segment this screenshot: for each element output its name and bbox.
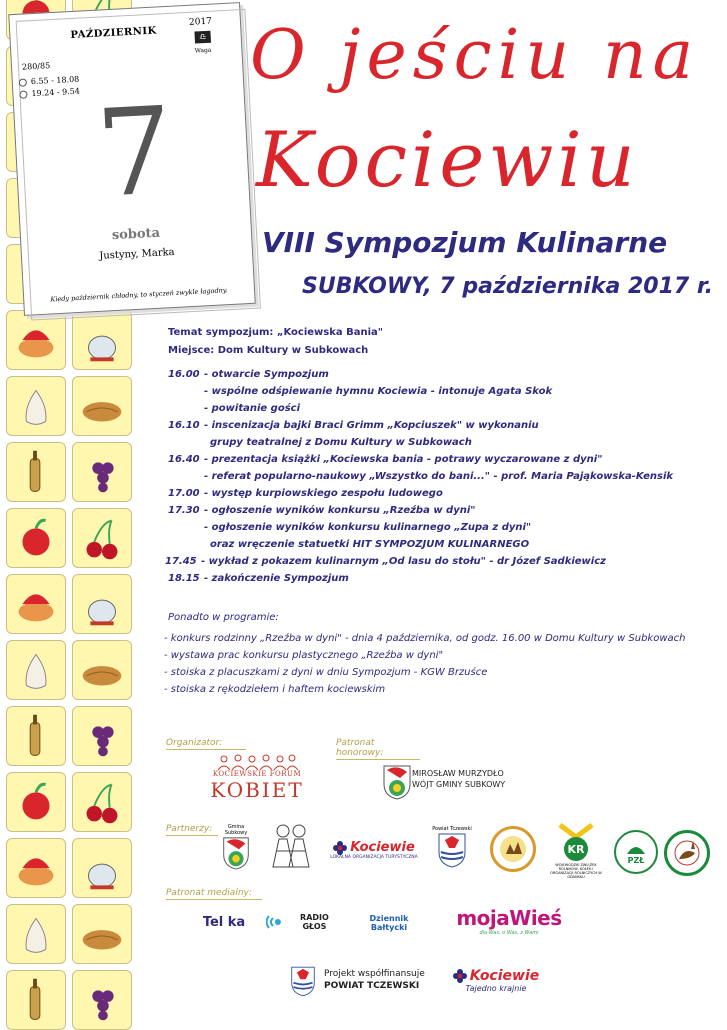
calendar-year: 2017	[188, 16, 213, 28]
women-silhouettes-icon	[212, 754, 302, 770]
tile-teapot-icon	[72, 574, 132, 634]
tile-bread-icon	[72, 376, 132, 436]
folk-figures-logo-icon	[268, 820, 314, 870]
partners-label: Partnerzy:	[166, 824, 218, 836]
event-date-place: SUBKOWY, 7 października 2017 r.	[302, 274, 713, 299]
tile-garlic-icon	[6, 904, 66, 964]
title-line-2: Kociewiu	[256, 115, 639, 204]
event-theme: Temat sympozjum: „Kociewska Bania"	[168, 327, 383, 338]
tile-bread-icon	[72, 904, 132, 964]
bread-icon	[73, 641, 131, 699]
powiat-coat-of-arms-icon	[437, 832, 467, 868]
calendar-name-days: Justyny, Marka	[99, 246, 175, 262]
calendar-day-number: 7	[93, 81, 177, 225]
kociewie-brand-logo: Kociewie Tajedno krajnie	[446, 962, 546, 998]
cherry-icon	[73, 509, 131, 567]
kobiet-forum-logo	[204, 752, 310, 804]
patron-block	[412, 768, 505, 790]
hunting-association-emblem-icon	[490, 826, 536, 872]
powiat-coat-of-arms-icon	[288, 964, 318, 998]
grapes-icon	[73, 971, 131, 1029]
apple-icon	[7, 509, 65, 567]
program-row: - referat popularno-naukowy „Wszystko do bani..." - prof. Maria Pająkowska-Kensik	[204, 471, 674, 482]
tile-apple-icon	[6, 772, 66, 832]
tile-bottle-icon	[6, 706, 66, 766]
program-row: 17.30 - ogłoszenie wyników konkursu „Rzeźba w dyni"	[168, 505, 476, 516]
calendar-sun-times: 6.55 - 18.08 19.24 - 9.54	[19, 74, 81, 101]
calendar-zodiac-label: Waga	[194, 46, 212, 55]
cherry-icon	[73, 773, 131, 831]
tile-garlic-icon	[6, 640, 66, 700]
calendar-month: PAŹDZIERNIK	[70, 25, 158, 42]
grapes-icon	[73, 443, 131, 501]
garlic-icon	[7, 641, 65, 699]
cofinancing-line-1: Projekt współfinansuje	[324, 969, 425, 979]
media-dziennik-logo: Dziennik Bałtycki	[369, 914, 409, 932]
garlic-icon	[7, 377, 65, 435]
program-row: 16.10 - inscenizacja bajki Braci Grimm „Kopciuszek" w wykonaniu	[168, 420, 539, 431]
hare-emblem-icon	[664, 830, 710, 876]
program-row: grupy teatralnej z Domu Kultury w Subkowach	[210, 437, 472, 448]
bread-icon	[73, 377, 131, 435]
list-item: - stoiska z placuszkami z dyni w dniu Sympozjum - KGW Brzuśce	[164, 667, 488, 678]
program-row: 17.00 - występ kurpiowskiego zespołu ludowego	[168, 488, 443, 499]
event-theme-block	[168, 324, 383, 360]
moon-icon	[19, 90, 27, 98]
event-place: Miejsce: Dom Kultury w Subkowach	[168, 345, 369, 356]
pzl-emblem: PZŁ	[614, 830, 658, 874]
flower-icon	[453, 969, 467, 983]
program-row: 18.15 - zakończenie Sympozjum	[168, 573, 349, 584]
teapot-icon	[73, 839, 131, 897]
vegetables-icon	[7, 839, 65, 897]
sun-icon	[19, 78, 27, 86]
list-item: - wystawa prac konkursu plastycznego „Rzeźba w dyni"	[164, 650, 444, 661]
media-radio-glos-logo: RADIO GŁOS	[266, 910, 342, 934]
calendar-page	[8, 2, 255, 316]
list-item: - konkurs rodzinny „Rzeźba w dyni" - dnia 4 października, od godz. 16.00 w Domu Kultury w Subkowach	[164, 633, 686, 644]
calendar-weekday: sobota	[111, 225, 161, 244]
tile-cherry-icon	[72, 508, 132, 568]
cofinancing-text	[324, 968, 425, 992]
oak-leaf-icon	[625, 840, 647, 856]
media-mojawies-logo: mojaWieś dla Was, o Was, z Wami	[456, 906, 562, 936]
program-row: - ogłoszenie wyników konkursu kulinarnego „Zupa z dyni"	[204, 522, 532, 533]
extra-heading: Ponadto w programie:	[168, 612, 279, 623]
list-item: - stoiska z rękodziełem i haftem kociewskim	[164, 684, 386, 695]
apple-icon	[7, 773, 65, 831]
tile-bottle-icon	[6, 442, 66, 502]
partner-kr-union: KR WOJEWÓDZKI ZWIĄZEK ROLNIKÓW, KÓŁEK I ORGANIZACJI ROLNICZYCH W GDAŃSKU	[548, 818, 604, 884]
teapot-icon	[73, 575, 131, 633]
partner-powiat-tczewski: Powiat Tczewski	[430, 824, 474, 870]
program-row: - wspólne odśpiewanie hymnu Kociewia - intonuje Agata Skok	[204, 386, 553, 397]
vegetables-icon	[7, 575, 65, 633]
title-line-1: O jeściu na	[250, 16, 700, 95]
calendar-day-counts: 280/85	[21, 61, 51, 72]
organizer-label: Organizator:	[166, 738, 246, 750]
media-label: Patronat medialny:	[166, 888, 262, 900]
tile-apple-icon	[6, 508, 66, 568]
tile-vegetables-icon	[6, 838, 66, 898]
bread-icon	[73, 905, 131, 963]
flower-icon	[333, 841, 347, 855]
kobiet-forum-top: KOCIEWSKIE FORUM	[212, 770, 302, 778]
tile-garlic-icon	[6, 376, 66, 436]
garlic-icon	[7, 905, 65, 963]
tile-grapes-icon	[72, 706, 132, 766]
calendar-proverb: Kiedy październik chłodny, to styczeń zwykle łagodny.	[50, 286, 228, 304]
tile-grapes-icon	[72, 442, 132, 502]
media-telka-logo: Tel ka	[202, 914, 246, 930]
program-row: 17.45 - wykład z pokazem kulinarnym „Od lasu do stołu" - dr Józef Sadkiewicz	[165, 556, 606, 567]
grapes-icon	[73, 707, 131, 765]
patron-name: MIROSŁAW MURZYDŁO	[412, 769, 504, 778]
tile-bread-icon	[72, 640, 132, 700]
partner-kociewie-lot: Kociewie LOKALNA ORGANIZACJA TURYSTYCZNA	[330, 840, 418, 860]
bottle-icon	[7, 971, 65, 1029]
tile-vegetables-icon	[6, 574, 66, 634]
tile-bottle-icon	[6, 970, 66, 1030]
program-row: - powitanie gości	[204, 403, 301, 414]
bottle-icon	[7, 443, 65, 501]
tile-teapot-icon	[72, 310, 132, 370]
kr-emblem-icon	[558, 823, 594, 863]
program-list	[165, 366, 720, 587]
patron-label: Patronat honorowy:	[336, 738, 420, 760]
libra-icon: ♎	[194, 31, 211, 44]
partner-gmina-subkowy: Gmina Subkowy	[216, 824, 256, 870]
program-row: 16.00 - otwarcie Sympozjum	[168, 369, 329, 380]
tile-cherry-icon	[72, 772, 132, 832]
subkowy-coat-of-arms-icon	[221, 836, 251, 870]
kobiet-forum-main: KOBIET	[210, 778, 304, 802]
cofinancing-line-2: POWIAT TCZEWSKI	[324, 981, 420, 991]
patron-role: WÓJT GMINY SUBKOWY	[412, 780, 506, 789]
program-row: 16.40 - prezentacja książki „Kociewska bania - potrawy wyczarowane z dyni"	[168, 454, 603, 465]
teapot-icon	[73, 311, 131, 369]
event-subtitle: VIII Sympozjum Kulinarne	[262, 226, 668, 259]
tile-grapes-icon	[72, 970, 132, 1030]
svg-text:KR: KR	[567, 843, 585, 856]
radio-waves-icon	[266, 914, 284, 930]
tile-teapot-icon	[72, 838, 132, 898]
subkowy-coat-of-arms-icon	[380, 762, 414, 802]
program-row: oraz wręczenie statuetki HIT SYMPOZJUM KULINARNEGO	[210, 539, 530, 550]
bottle-icon	[7, 707, 65, 765]
extra-list	[164, 630, 685, 698]
